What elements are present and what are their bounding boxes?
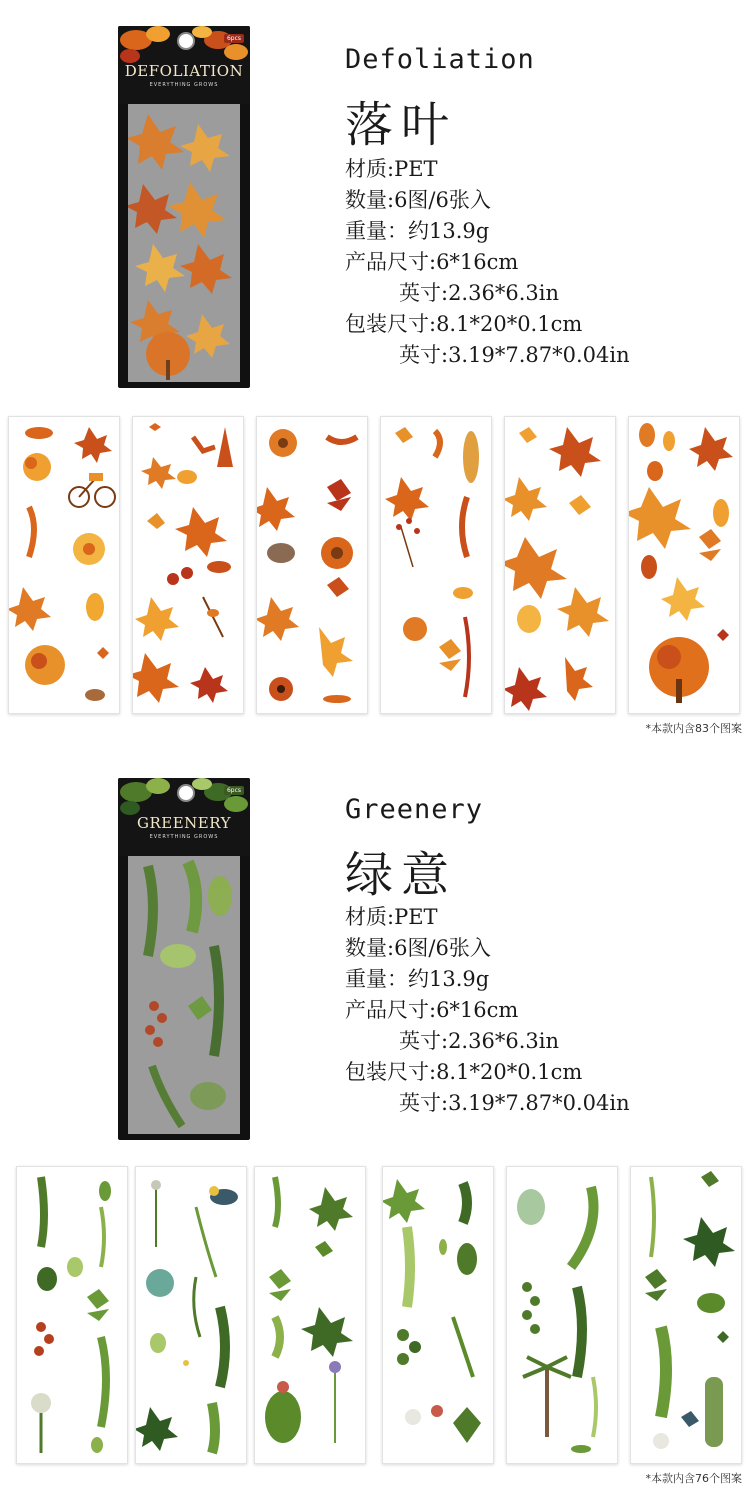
package-image	[118, 778, 250, 1140]
spec-list	[345, 902, 630, 1119]
package-image	[118, 26, 250, 388]
sticker-sheet-4	[380, 416, 492, 714]
package-sublogo: EVERYTHING GROWS	[149, 82, 219, 88]
spec-pack-cm: 包装尺寸:8.1*20*0.1cm	[345, 312, 583, 336]
greenery-stickers-icon	[631, 1167, 741, 1463]
autumn-stickers-icon	[505, 417, 615, 713]
sticker-sheet-6	[628, 416, 740, 714]
greenery-stickers-icon	[17, 1167, 127, 1463]
autumn-stickers-icon	[9, 417, 119, 713]
package-header	[118, 26, 250, 104]
sticker-sheet-4	[382, 1166, 494, 1464]
product-title-en: Greenery	[345, 794, 484, 825]
sticker-sheets	[6, 1166, 744, 1468]
spec-quantity: 数量:6图/6张入	[345, 936, 491, 960]
package-logo: DEFOLIATION	[124, 62, 244, 80]
sticker-sheet-2	[132, 416, 244, 714]
sticker-sheet-5	[506, 1166, 618, 1464]
spec-list	[345, 154, 630, 371]
spec-pack-cm: 包装尺寸:8.1*20*0.1cm	[345, 1060, 583, 1084]
autumn-stickers-icon	[257, 417, 367, 713]
pcs-badge: 6pcs	[224, 34, 244, 43]
product-title-cn: 绿意	[345, 847, 458, 903]
sticker-sheet-1	[16, 1166, 128, 1464]
pattern-count-note: *本款内含76个图案	[645, 1472, 742, 1485]
fern-collage-icon	[128, 856, 240, 1134]
greenery-stickers-icon	[136, 1167, 246, 1463]
spec-weight: 重量：约13.9g	[345, 219, 490, 243]
spec-size-in: 英寸:2.36*6.3in	[399, 281, 559, 305]
sticker-sheet-3	[256, 416, 368, 714]
sticker-sheet-6	[630, 1166, 742, 1464]
sticker-sheet-5	[504, 416, 616, 714]
maple-leaf-collage-icon	[128, 104, 240, 382]
package-window	[128, 104, 240, 382]
pcs-badge: 6pcs	[224, 786, 244, 795]
pattern-count-note: *本款内含83个图案	[645, 722, 742, 735]
sticker-sheet-2	[135, 1166, 247, 1464]
package-sublogo: EVERYTHING GROWS	[149, 834, 219, 840]
spec-weight: 重量：约13.9g	[345, 967, 490, 991]
spec-size-cm: 产品尺寸:6*16cm	[345, 250, 519, 274]
spec-material: 材质:PET	[345, 905, 438, 929]
autumn-stickers-icon	[381, 417, 491, 713]
hang-hole	[177, 32, 195, 50]
spec-pack-in: 英寸:3.19*7.87*0.04in	[399, 1091, 630, 1115]
product-title-cn: 落叶	[345, 97, 458, 153]
greenery-stickers-icon	[383, 1167, 493, 1463]
spec-quantity: 数量:6图/6张入	[345, 188, 491, 212]
greenery-stickers-icon	[507, 1167, 617, 1463]
package-window	[128, 856, 240, 1134]
greenery-stickers-icon	[255, 1167, 365, 1463]
hang-hole	[177, 784, 195, 802]
product-title-en: Defoliation	[345, 44, 535, 75]
spec-size-cm: 产品尺寸:6*16cm	[345, 998, 519, 1022]
sticker-sheet-3	[254, 1166, 366, 1464]
package-header	[118, 778, 250, 856]
spec-size-in: 英寸:2.36*6.3in	[399, 1029, 559, 1053]
sticker-sheets	[6, 416, 744, 718]
autumn-stickers-icon	[629, 417, 739, 713]
spec-material: 材质:PET	[345, 157, 438, 181]
spec-pack-in: 英寸:3.19*7.87*0.04in	[399, 343, 630, 367]
package-logo: GREENERY	[137, 814, 231, 832]
sticker-sheet-1	[8, 416, 120, 714]
autumn-stickers-icon	[133, 417, 243, 713]
